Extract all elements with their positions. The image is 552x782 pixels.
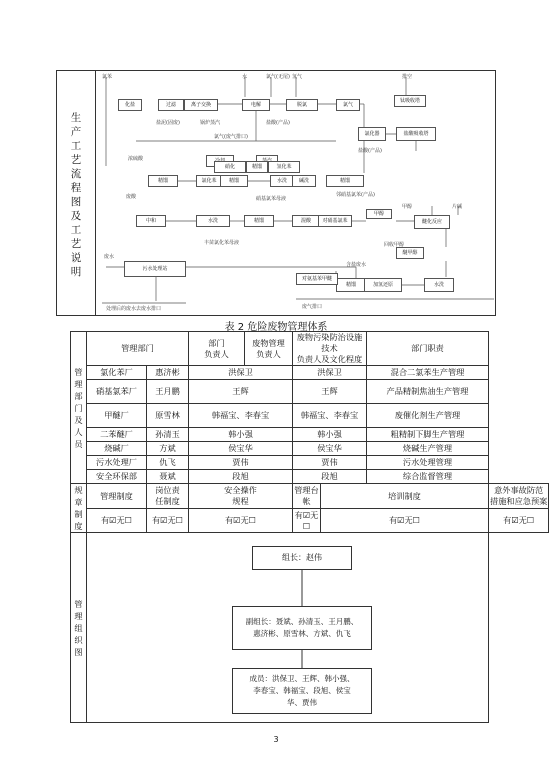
header-text: 废物污染防治设施技术 xyxy=(296,332,363,353)
side-label-char: 说 xyxy=(70,252,82,264)
flow-box: 化盐 xyxy=(118,99,142,111)
flow-label: 盐酸(产品) xyxy=(358,148,382,154)
tech-manager-cell: 洪保卫 xyxy=(293,366,367,380)
flow-box: 离子交换 xyxy=(184,99,218,111)
rules-header-text: 规程 xyxy=(232,496,249,506)
header-cell xyxy=(367,332,489,366)
section-label-char: 理 xyxy=(74,610,83,621)
flow-box: 混酸 xyxy=(292,215,320,227)
section-label-char: 理 xyxy=(74,378,83,389)
flow-label: 硝基氯苯母液 xyxy=(256,196,287,202)
dept-cell: 污水处理厂 xyxy=(87,456,147,470)
rules-value-cell: 有☑无☐ xyxy=(189,509,293,533)
flow-box: 对氨基苯甲醚 xyxy=(296,273,338,285)
org-deputy-text: 惠济彬、原雪林、方斌、仇飞 xyxy=(253,628,351,638)
flow-label: 氯苯 xyxy=(102,74,113,80)
flow-label: 氯气(废气排口) xyxy=(214,134,248,140)
flow-box: 钛吸收塔 xyxy=(394,95,426,107)
side-label-char: 及 xyxy=(70,210,82,222)
flow-label: 处理后的废水去废水排口 xyxy=(106,306,162,312)
org-leader-box xyxy=(252,546,352,570)
table-title: 表 2 危险废物管理体系 xyxy=(224,322,328,333)
section-label-char: 员 xyxy=(74,438,83,449)
waste-manager-cell: 段旭 xyxy=(189,470,293,484)
flow-box: 精馏 xyxy=(244,215,274,227)
dept-head-cell: 仇飞 xyxy=(147,456,189,470)
flow-label: 废酸 xyxy=(126,194,137,200)
flow-label: 回收甲醇 xyxy=(384,242,405,248)
dept-head-cell: 孙清玉 xyxy=(147,428,189,442)
flow-label: 废气排口 xyxy=(302,304,323,310)
section-label-char: 及 xyxy=(74,414,83,425)
rules-header-cell xyxy=(189,484,293,509)
side-label-text xyxy=(57,111,95,279)
flow-box: 甲醇 xyxy=(366,209,392,219)
rules-header-cell xyxy=(293,484,321,509)
waste-manager-cell: 韩小强 xyxy=(189,428,293,442)
org-deputy-box xyxy=(232,606,372,650)
flow-box: 醚化反应 xyxy=(414,215,450,229)
section-label-char: 规 xyxy=(74,485,83,495)
flow-label: 盐泥(固废) xyxy=(156,120,180,126)
dept-cell: 烧碱厂 xyxy=(87,442,147,456)
waste-manager-cell: 侯宝华 xyxy=(189,442,293,456)
flow-box: 醚甲醇 xyxy=(396,247,424,259)
flow-box: 加氢还原 xyxy=(364,278,402,292)
duty-cell: 产品精制焦油生产管理 xyxy=(367,380,489,404)
flow-box: 污水处理站 xyxy=(124,261,186,277)
side-label-char: 工 xyxy=(70,140,82,152)
rules-header-cell xyxy=(147,484,189,509)
tech-manager-cell: 侯宝华 xyxy=(293,442,367,456)
side-label-char: 艺 xyxy=(70,238,82,250)
tech-manager-cell: 韩小强 xyxy=(293,428,367,442)
page-number: 3 xyxy=(273,735,279,744)
header-text: 部门职责 xyxy=(411,343,444,353)
flow-label: 盐酸(产品) xyxy=(266,120,290,126)
rules-header-text: 任制度 xyxy=(155,496,180,506)
flow-box: 对硝基氯苯 xyxy=(318,215,352,227)
org-leader-text: 组长：赵伟 xyxy=(282,552,322,562)
side-label-char: 产 xyxy=(70,126,82,138)
duty-cell: 污水处理管理 xyxy=(367,456,489,470)
duty-cell: 综合监督管理 xyxy=(367,470,489,484)
section-label-char: 门 xyxy=(74,402,83,413)
header-text: 管理部门 xyxy=(121,343,154,353)
flow-label: 氢气 xyxy=(292,74,303,80)
rules-header-cell xyxy=(489,484,549,509)
section-label-char: 管 xyxy=(74,598,83,609)
dept-head-cell: 王月鹏 xyxy=(147,380,189,404)
flow-box: 氯化器 xyxy=(358,127,386,141)
tech-manager-cell: 贾伟 xyxy=(293,456,367,470)
flow-box: 精馏 xyxy=(148,175,178,187)
tech-manager-cell: 段旭 xyxy=(293,470,367,484)
dept-cell: 安全环保部 xyxy=(87,470,147,484)
flow-label: 浓硫酸 xyxy=(128,156,144,162)
section-rules-label xyxy=(71,484,87,533)
duty-cell: 废催化剂生产管理 xyxy=(367,404,489,428)
rules-header-text: 意外事故防范 xyxy=(494,485,544,495)
tech-manager-cell: 王辉 xyxy=(293,380,367,404)
waste-manager-cell: 洪保卫 xyxy=(189,366,293,380)
flow-box: 脱氯 xyxy=(286,99,318,111)
rules-header-text: 管理台帐 xyxy=(294,485,319,506)
flow-box: 精馏 xyxy=(336,278,366,292)
header-text: 负责人及文化程度 xyxy=(296,354,363,364)
flow-box: 盐酸吸收塔 xyxy=(396,127,436,141)
flow-box: 氯气 xyxy=(336,99,360,111)
flow-label: 甲醇 xyxy=(402,204,413,210)
rules-value-cell: 有☑无☐ xyxy=(489,509,549,533)
hazardous-waste-management-table xyxy=(70,331,549,723)
dept-cell: 氯化苯厂 xyxy=(87,366,147,380)
flow-label: 水 xyxy=(242,74,248,80)
waste-manager-cell: 王辉 xyxy=(189,380,293,404)
header-cell xyxy=(245,332,293,366)
org-members-text: 李春宝、韩福宝、段旭、侯宝 xyxy=(253,685,351,695)
header-cell xyxy=(293,332,367,366)
rules-value-cell: 有☑无☐ xyxy=(87,509,147,533)
header-cell xyxy=(189,332,245,366)
rules-header-cell xyxy=(87,484,147,509)
flow-label: 排空 xyxy=(402,74,413,80)
side-label-char: 明 xyxy=(70,266,82,278)
rules-header-text: 管理制度 xyxy=(100,490,133,501)
org-members-box xyxy=(232,668,372,714)
rules-header-cell xyxy=(321,484,489,509)
flow-box: 电解 xyxy=(242,99,270,111)
header-text: 负责人 xyxy=(204,348,229,359)
waste-manager-cell: 贾伟 xyxy=(189,456,293,470)
rules-value-cell: 有☑无☐ xyxy=(293,509,321,533)
rules-value-cell: 有☑无☐ xyxy=(321,509,489,533)
side-label-char: 工 xyxy=(70,224,82,236)
header-text: 废物管理 xyxy=(252,337,285,348)
org-members-text: 华、贾伟 xyxy=(287,697,317,707)
section-label-char: 人 xyxy=(74,426,83,437)
flow-box: 过滤 xyxy=(158,99,184,111)
header-text: 部门 xyxy=(208,337,225,348)
org-chart xyxy=(88,534,487,722)
section-label-char: 管 xyxy=(74,366,83,377)
org-chart-cell xyxy=(87,533,489,723)
side-label-char: 生 xyxy=(70,112,82,124)
flow-box: 氢化苯 xyxy=(268,161,300,173)
section-org-label xyxy=(71,533,87,723)
section-label-char: 图 xyxy=(74,646,83,657)
section-personnel-label xyxy=(71,332,87,484)
org-members-text: 成员：洪保卫、王辉、韩小强、 xyxy=(249,673,355,683)
org-deputy-text: 副组长：聂斌、孙清玉、王月鹏、 xyxy=(245,616,359,626)
dept-cell: 甲醚厂 xyxy=(87,404,147,428)
flow-box: 精馏 xyxy=(326,175,364,187)
flow-box: 碱洗 xyxy=(292,175,316,187)
header-cell xyxy=(87,332,189,366)
flow-box: 水洗 xyxy=(196,215,230,227)
tech-manager-cell: 韩福宝、李春宝 xyxy=(293,404,367,428)
dept-head-cell: 聂斌 xyxy=(147,470,189,484)
dept-cell: 硝基氯苯厂 xyxy=(87,380,147,404)
rules-header-text: 培训制度 xyxy=(388,490,421,501)
flow-label: 废水 xyxy=(104,254,115,260)
flow-box: 硝化 xyxy=(214,161,246,173)
section-label-char: 部 xyxy=(74,390,83,401)
flow-label: 氯气(无尾) xyxy=(266,74,290,80)
side-label-char: 流 xyxy=(70,168,82,180)
flow-label: 邻硝基氯苯(产品) xyxy=(336,192,375,198)
rules-value-cell: 有☑无☐ xyxy=(147,509,189,533)
section-label-char: 章 xyxy=(74,497,83,507)
rules-header-text: 岗位责 xyxy=(155,485,180,495)
dept-cell: 二苯醚厂 xyxy=(87,428,147,442)
side-label-char: 程 xyxy=(70,182,82,194)
flow-label: 锅炉蒸汽 xyxy=(200,120,221,126)
process-flow-side-label xyxy=(56,70,96,316)
waste-manager-cell: 韩福宝、李春宝 xyxy=(189,404,293,428)
duty-cell: 烧碱生产管理 xyxy=(367,442,489,456)
duty-cell: 粗精制下脚生产管理 xyxy=(367,428,489,442)
rules-header-text: 措施和应急预案 xyxy=(490,496,548,506)
section-label-char: 组 xyxy=(74,622,83,633)
side-label-char: 艺 xyxy=(70,154,82,166)
dept-head-cell: 惠济彬 xyxy=(147,366,189,380)
dept-head-cell: 原雪林 xyxy=(147,404,189,428)
flow-box: 氯化苯 xyxy=(196,175,222,187)
flow-box: 精馏 xyxy=(220,175,248,187)
flow-box: 中和 xyxy=(136,215,166,227)
flow-label: 含盐废水 xyxy=(346,262,367,268)
process-flow-diagram xyxy=(96,70,496,316)
duty-cell: 混合二氯苯生产管理 xyxy=(367,366,489,380)
side-label-char: 图 xyxy=(70,196,82,208)
flow-label: 丰苗氯化苯母液 xyxy=(204,240,240,246)
flow-box: 水洗 xyxy=(424,278,454,292)
dept-head-cell: 方斌 xyxy=(147,442,189,456)
section-label-char: 度 xyxy=(74,521,83,531)
flow-label: 片碱 xyxy=(452,204,463,210)
flow-box: 水洗 xyxy=(270,175,294,187)
section-label-char: 织 xyxy=(74,634,83,645)
flow-box: 精馏 xyxy=(246,161,268,173)
section-label-char: 制 xyxy=(74,509,83,519)
rules-header-text: 安全操作 xyxy=(224,485,257,495)
header-text: 负责人 xyxy=(256,348,281,359)
